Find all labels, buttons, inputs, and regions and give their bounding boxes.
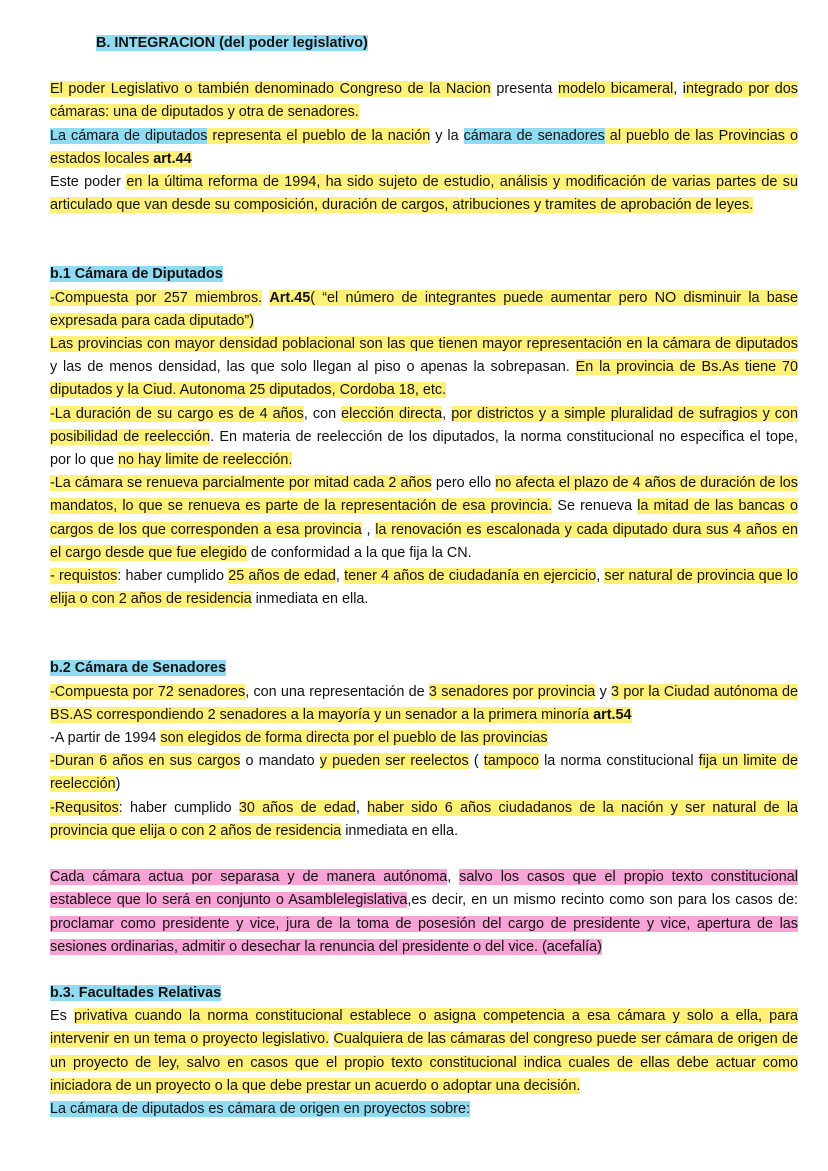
text-run: en la última reforma de 1994, ha sido sujeto de estudio, análisis y modificación de varias partes de su articulado que van desde su composición, duración de cargos, atribuciones y tramites de aprobación de leyes. [50,174,798,214]
text-run: : haber cumplido [117,568,229,585]
text-run: -A partir de 1994 [50,730,161,747]
text-run: la norma constitucional [538,753,699,770]
text-run: no afecta el plazo de 4 años de duración de los mandatos, lo que se renueva es parte de la representación de esa provincia. [50,475,798,515]
text-run: ,es decir, en un mismo recinto como son para los casos de: [407,892,798,909]
text-run: ( [468,753,484,770]
section-heading-facultades: b.3. Facultades Relativas [50,984,222,1001]
section-body-diputados [50,287,798,612]
text-run: , [361,521,376,538]
intro-paragraphs [50,78,798,217]
text-run: -La cámara se renueva parcialmente por mitad cada 2 años [50,475,432,492]
section-heading-diputados: b.1 Cámara de Diputados [50,266,223,283]
text-run: integrado por dos cámaras: una de diputados y otra de senadores. [50,81,799,121]
text-run: -La duración de su cargo es de 4 años [50,405,304,422]
paragraph [50,333,798,403]
text-run: inmediata en ella. [341,822,459,839]
text-run: -Compuesta por 257 miembros. [50,289,263,306]
text-run: La cámara de diputados [50,127,208,144]
section-body-facultades [50,1005,798,1121]
text-run: y pueden ser reelectos [319,753,469,770]
text-run: , [447,869,460,886]
text-run: -Duran 6 años en sus cargos [50,753,241,770]
text-run: o mandato [240,753,320,770]
text-run: inmediata en ella. [251,591,369,608]
text-run: son elegidos de forma directa por el pueblo de las provincias [160,730,548,747]
paragraph [50,472,798,565]
paragraph [50,1005,798,1098]
paragraph [50,287,798,333]
text-run: Es [50,1008,74,1025]
paragraph [50,403,798,473]
text-run: Art.45 [269,289,311,306]
text-run: - requistos [50,568,118,585]
text-run: Cada cámara actua por separasa y de manera autónoma [50,869,448,886]
paragraph [50,171,798,217]
text-run: 3 senadores por provincia [428,683,596,700]
paragraph [50,797,798,843]
text-run: , [442,405,452,422]
paragraph [50,1098,798,1121]
text-run: tampoco [483,753,539,770]
text-run: , con [303,405,342,422]
text-run: , con una representación de [245,683,429,700]
text-run: y [595,683,612,700]
text-run: 25 años de edad [228,568,336,585]
paragraph [50,727,798,750]
text-run: haber sido 6 años ciudadanos de la nación y ser natural de la provincia que elija o con 2 años de residencia [50,799,799,839]
text-run: y la [430,127,464,144]
text-run: Las provincias con mayor densidad poblacional son las que tienen mayor representación en la cámara de diputados [50,336,798,353]
paragraph [50,750,798,796]
text-run: cámara de senadores [463,127,605,144]
text-run: representa el pueblo de la nación [207,127,431,144]
text-run: , [355,799,368,816]
text-run: -Compuesta por 72 senadores [50,683,246,700]
text-run: : haber cumplido [118,799,239,816]
text-run: presenta [490,81,558,98]
text-run: pero ello [431,475,496,492]
text-run: modelo bicameral [558,81,674,98]
text-run: En la provincia de Bs.As tiene 70 diputados y la Ciud. Autonoma 25 diputados, Cordoba 18, etc. [50,359,799,399]
text-run: 30 años de edad [238,799,356,816]
text-run: Se renueva [552,498,638,515]
text-run: , [673,81,683,98]
text-run: privativa cuando la norma constitucional establece o asigna competencia a esa cámara y solo a ella, para intervenir en un tema o proyecto legislativo. [50,1008,798,1048]
text-run: El poder Legislativo o también denominado Congreso de la Nacion [50,81,491,98]
text-run: Este poder [50,174,127,191]
paragraph [50,78,798,124]
text-run: 3 por la Ciudad autónoma de BS.AS correspondiendo 2 senadores a la mayoría y un senador a la primera minoría [50,683,798,723]
paragraph [50,681,798,727]
text-run: al pueblo de las Provincias o estados locales [50,127,798,167]
section-body-senadores [50,681,798,843]
text-run: y las de menos densidad, las que solo llegan al piso o apenas la sobrepasan. [50,359,576,376]
text-run: no hay limite de reelección. [118,452,293,469]
section-heading-senadores: b.2 Cámara de Senadores [50,660,226,677]
text-run: -Requsitos [50,799,119,816]
text-run: salvo los casos que el propio texto constitucional establece que lo será en conjunto o Asamblelegislativa [50,869,798,909]
text-run: Cualquiera de las cámaras del congreso puede ser cámara de origen de un proyecto de ley, salvo en casos que el propio texto constitucional indica cuales de ellas debe actuar como iniciadora de un proyecto o la que debe prestar un acuerdo o adoptar una decisión. [50,1031,799,1094]
text-run: , [596,568,605,585]
paragraph [50,125,798,171]
text-run: ) [115,776,121,793]
text-run: proclamar como presidente y vice, jura de la toma de posesión del cargo de presidente y vice, apertura de las sesiones ordinarias, admitir o desechar la renuncia del presidente o del vice. (acefalía) [50,915,798,955]
text-run: por districtos y a simple pluralidad de sufragios y con posibilidad de reelección [50,405,799,445]
text-run: tener 4 años de ciudadanía en ejercicio [344,568,597,585]
paragraph [50,565,798,611]
text-run: la mitad de las bancas o cargos de los que corresponden a esa provincia [50,498,798,538]
text-run: ( “el número de integrantes puede aumentar pero NO disminuir la base expresada para cada diputado”) [50,289,799,329]
text-run: elección directa [341,405,443,422]
text-run: de conformidad a la que fija la CN. [246,544,472,561]
text-run: La cámara de diputados es cámara de origen en proyectos sobre: [50,1100,470,1117]
pink-paragraph [50,866,798,959]
text-run: ser natural de provincia que lo elija o con 2 años de residencia [50,568,798,608]
document-title: B. INTEGRACION (del poder legislativo) [96,35,368,51]
text-run: la renovación es escalonada y cada diputado dura sus 4 años en el cargo desde que fue elegido [50,521,798,561]
text-run: fija un limite de reelección [50,753,798,793]
text-run: . En materia de reelección de los diputados, la norma constitucional no especifica el tope, por lo que [50,428,798,469]
text-run: art.44 [153,150,192,167]
text-run: art.54 [593,706,632,723]
text-run: , [335,568,345,585]
